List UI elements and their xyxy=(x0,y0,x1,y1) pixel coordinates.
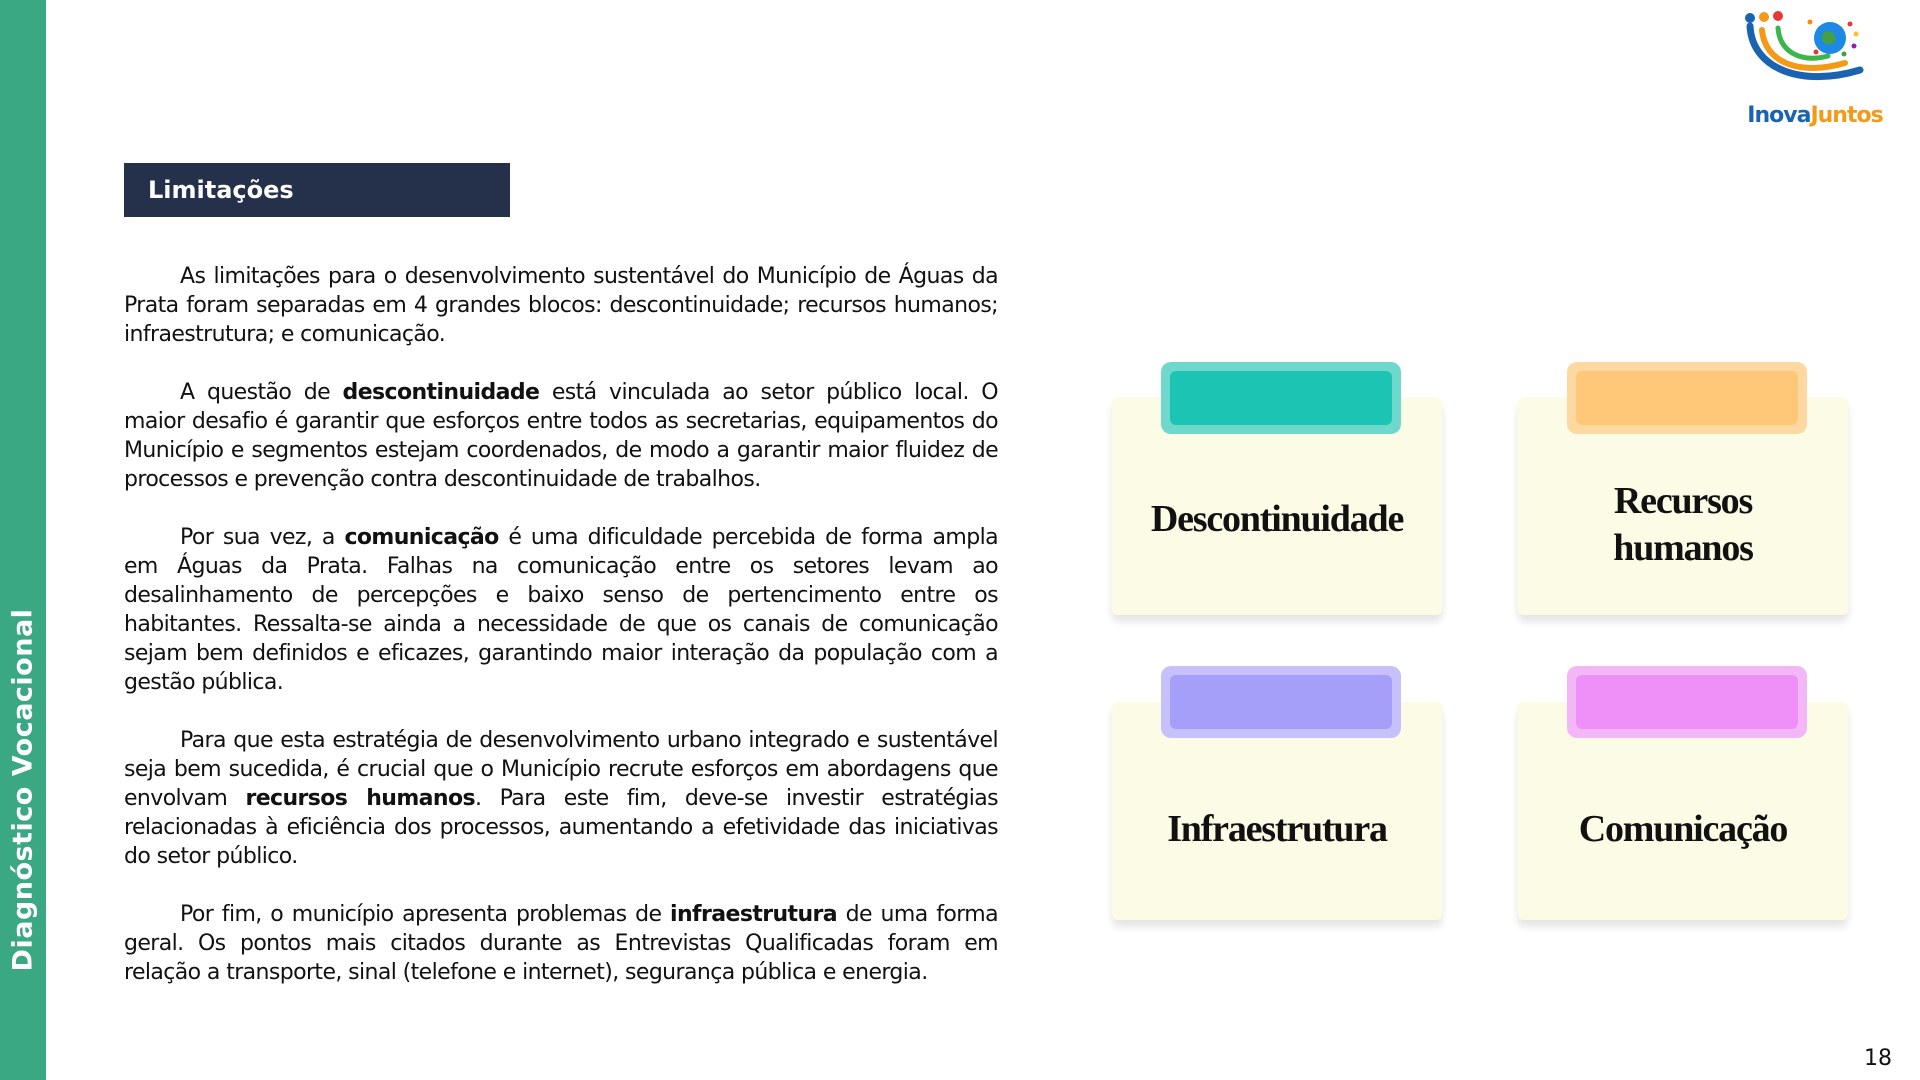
logo-wordmark xyxy=(1740,103,1890,128)
paragraph xyxy=(124,523,998,697)
text-run: está vinculada ao setor público local. O maior desafio é garantir que esforços entre todos as secretarias, equipamentos do Município e segmentos estejam coordenados, de modo a garantir maior fluidez de processos e prevenção contra descontinuidade de trabalhos. xyxy=(124,380,999,492)
logo-text-part1: Inova xyxy=(1747,103,1811,128)
paragraph xyxy=(124,378,998,494)
bold-keyword: comunicação xyxy=(344,525,499,550)
card-tab xyxy=(1161,666,1401,738)
sidebar-band xyxy=(0,0,46,1080)
card-label-recursos-humanos xyxy=(1518,478,1848,572)
paragraph xyxy=(124,262,998,349)
logo-text-part2: Juntos xyxy=(1810,103,1883,128)
text-run: . Para este fim, deve-se investir estratégias relacionadas à eficiência dos processos, aumentando a efetividade das iniciativas do setor público. xyxy=(124,786,998,869)
text-run: A questão de xyxy=(180,380,343,405)
sidebar-title: Diagnóstico Vocacional xyxy=(7,608,39,972)
card-label-recursos-humanos-text: Recursos humanos xyxy=(1613,480,1753,569)
text-run: As limitações para o desenvolvimento sustentável do Município de Águas da Prata foram separadas em 4 grandes blocos: descontinuidade; recursos humanos; infraestrutura; e comunicação. xyxy=(124,264,998,347)
section-title: Limitações xyxy=(148,176,294,204)
body-text xyxy=(124,262,998,1016)
text-run: de uma forma geral. Os pontos mais citados durante as Entrevistas Qualificadas foram em relação a transporte, sinal (telefone e internet), segurança pública e energia. xyxy=(124,902,998,985)
page-number: 18 xyxy=(1864,1046,1892,1071)
text-run: Por sua vez, a xyxy=(180,525,345,550)
text-run: Por fim, o município apresenta problemas de xyxy=(180,902,671,927)
section-heading-box xyxy=(124,163,510,217)
bold-keyword: infraestrutura xyxy=(670,902,838,927)
bold-keyword: recursos humanos xyxy=(245,786,475,811)
card-label-comunicacao: Comunicação xyxy=(1578,808,1788,850)
card-tab xyxy=(1567,666,1807,738)
bold-keyword: descontinuidade xyxy=(342,380,540,405)
card-label-descontinuidade: Descontinuidade xyxy=(1150,498,1404,540)
text-run: Para que esta estratégia de desenvolvimento urbano integrado e sustentável seja bem sucedida, é crucial que o Município recrute esforços em abordagens que envolvam xyxy=(124,728,998,811)
card-label-infraestrutura: Infraestrutura xyxy=(1167,808,1387,850)
text-run: é uma dificuldade percebida de forma ampla em Águas da Prata. Falhas na comunicação entre os setores levam ao desalinhamento de percepções e baixo senso de pertencimento entre os habitantes. Ressalta-se ainda a necessidade de que os canais de comunicação sejam bem definidos e eficazes, garantindo maior interação da população com a gestão pública. xyxy=(124,525,998,695)
card-tab xyxy=(1161,362,1401,434)
paragraph xyxy=(124,900,998,987)
card-tab xyxy=(1567,362,1807,434)
paragraph xyxy=(124,726,998,871)
